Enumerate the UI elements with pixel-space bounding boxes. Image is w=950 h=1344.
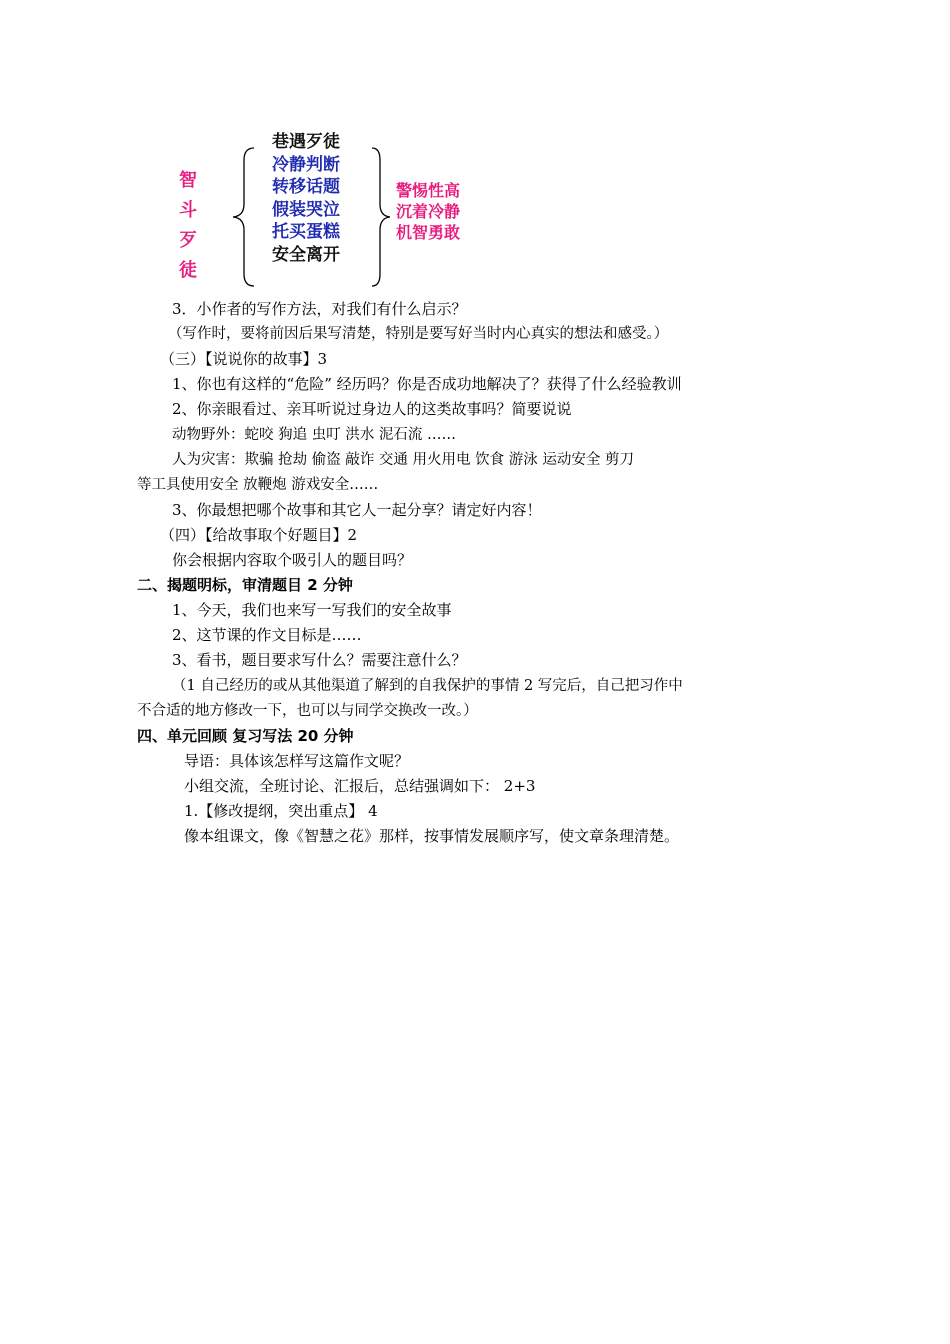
step-item: 巷遇歹徒 [272,132,340,152]
step-line: 1、今天，我们也来写一写我们的安全故事 [172,601,452,619]
main-heading: 二、揭题明标，审清题目 2 分钟 [137,576,353,594]
section-heading: （三）【说说你的故事】3 [160,350,328,368]
right-brace-icon [364,146,396,288]
question-line: 2、你亲眼看过、亲耳听说过身边人的这类故事吗？简要说说 [172,400,572,418]
main-heading: 四、单元回顾 复习写法 20 分钟 [137,727,354,745]
answer-note: （1 自己经历的或从其他渠道了解到的自我保护的事情 2 写完后，自己把习作中 [172,678,683,694]
plot-steps [272,131,340,266]
story-diagram [160,126,500,296]
step-line: 2、这节课的作文目标是…… [172,626,362,644]
left-brace-icon [230,146,270,288]
question-line: 3、你最想把哪个故事和其它人一起分享？请定好内容！ [172,501,542,519]
example-list: 等工具使用安全 放鞭炮 游戏安全…… [137,477,379,493]
vertical-char: 斗 [179,200,197,221]
summary-line: 小组交流，全班讨论、汇报后，总结强调如下： 2+3 [184,777,536,795]
step-line: 3、看书，题目要求写什么？需要注意什么？ [172,651,467,669]
character-qualities [396,180,460,243]
sub-heading: 1.【修改提纲，突出重点】 4 [184,802,378,820]
step-item: 安全离开 [272,244,340,265]
quality-item: 沉着冷静 [396,202,461,221]
step-item: 托买蛋糕 [272,222,340,242]
content-line: 像本组课文，像《智慧之花》那样，按事情发展顺序写，使文章条理清楚。 [184,827,680,845]
example-list: 人为灾害：欺骗 抢劫 偷盗 敲诈 交通 用火用电 饮食 游泳 运动安全 剪刀 [172,452,634,468]
question-line: 3．小作者的写作方法，对我们有什么启示？ [172,300,467,318]
vertical-char: 歹 [179,230,197,251]
question-line: 1、你也有这样的“危险” 经历吗？你是否成功地解决了？获得了什么经验教训 [172,375,682,393]
intro-line: 导语：具体该怎样写这篇作文呢？ [184,752,410,770]
quality-item: 警惕性高 [396,181,461,200]
question-line: 你会根据内容取个吸引人的题目吗？ [172,551,413,569]
vertical-title [176,166,200,286]
vertical-char: 徒 [179,260,197,281]
step-item: 假装哭泣 [272,199,340,220]
vertical-char: 智 [179,170,197,191]
step-item: 转移话题 [272,177,340,197]
answer-note: 不合适的地方修改一下，也可以与同学交换改一改。） [137,703,478,719]
step-item: 冷静判断 [272,154,340,175]
answer-note: （写作时，要将前因后果写清楚，特别是要写好当时内心真实的想法和感受。） [168,326,669,342]
section-heading: （四）【给故事取个好题目】2 [160,526,358,544]
example-list: 动物野外：蛇咬 狗追 虫叮 洪水 泥石流 …… [172,427,457,443]
quality-item: 机智勇敢 [396,223,461,242]
